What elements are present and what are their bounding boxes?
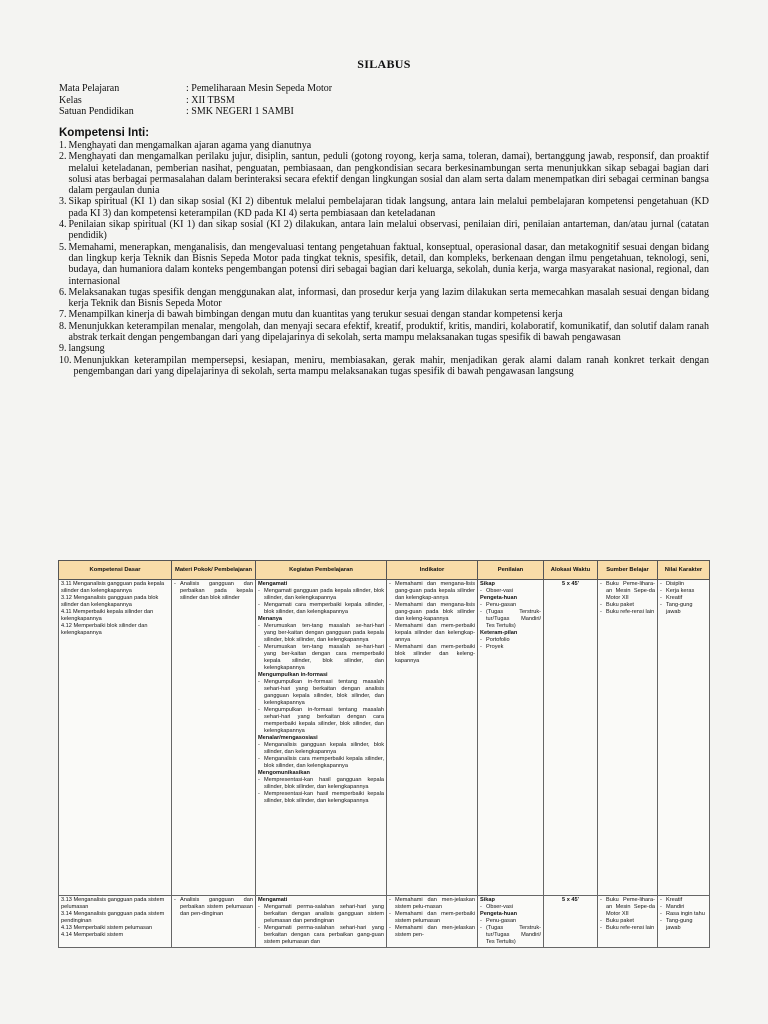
meta-row-subject xyxy=(59,83,332,95)
cell-text: Buku Peme-lihara-an Mesin Sepe-da Motor XII xyxy=(606,581,655,601)
meta-value: : SMK NEGERI 1 SAMBI xyxy=(186,106,294,117)
ki-item xyxy=(59,219,709,242)
section-heading: Keteram-pilan xyxy=(480,630,518,636)
list-marker: - xyxy=(660,595,662,601)
cell-text: Tang-gung jawab xyxy=(666,602,693,615)
list-marker: - xyxy=(258,644,260,650)
list-marker: - xyxy=(389,581,391,587)
cell-text: Proyek xyxy=(486,644,504,650)
list-marker: - xyxy=(389,911,391,917)
cell-list-item xyxy=(258,588,384,602)
ki-item xyxy=(59,343,709,354)
header-kegiatan-pembelajaran: Kegiatan Pembelajaran xyxy=(256,561,387,580)
cell-list-item xyxy=(660,918,707,932)
ki-item xyxy=(59,242,709,287)
list-marker: - xyxy=(258,623,260,629)
cell-text: Memahami dan mem-perbaiki kepala silinder dan kelengkap-annya xyxy=(395,623,475,643)
table-cell xyxy=(387,580,478,896)
cell-list-item xyxy=(258,756,384,770)
table-cell xyxy=(172,896,256,948)
ki-text: Sikap spiritual (KI 1) dan sikap sosial (KI 2) dibentuk melalui pembelajaran tidak langsung, antara lain melalui pembelajaran kompetensi pengetahuan (KD pada KI 3) dan kompetensi keterampilan (KD pada KI 4) serta pembiasaan dan keteladanan xyxy=(68,196,709,219)
header-indikator: Indikator xyxy=(387,561,478,580)
list-marker: - xyxy=(600,925,602,931)
cell-list-item xyxy=(258,777,384,791)
cell-list-item xyxy=(258,791,384,805)
cell-text: Rasa ingin tahu xyxy=(666,911,705,917)
list-marker: - xyxy=(389,897,391,903)
ki-text: langsung xyxy=(68,343,105,355)
kd-item: 4.12 Memperbaiki blok silinder dan kelengkapannya xyxy=(61,623,148,636)
cell-list-item xyxy=(480,588,541,595)
table-row xyxy=(59,896,710,948)
cell-text: Memahami dan mem-perbaiki sistem pelumasan xyxy=(395,911,475,924)
cell-text: Kreatif xyxy=(666,595,683,601)
cell-text: Mengamati perma-salahan sehari-hari yang berkaitan dengan analisis gangguan sistem pelumasan dan pendinginan xyxy=(264,904,384,924)
table-cell xyxy=(658,896,710,948)
kd-item: 4.11 Memperbaiki kepala silinder dan kelengkapannya xyxy=(61,609,154,622)
syllabus-meta xyxy=(59,83,332,118)
list-marker: - xyxy=(480,609,482,615)
meta-label: Kelas xyxy=(59,94,82,106)
document-title: SILABUS xyxy=(357,57,411,71)
list-marker: - xyxy=(174,897,176,903)
section-heading: Menalar/mengasosiasi xyxy=(258,735,318,741)
ki-text: Memahami, menerapkan, menganalisis, dan mengevaluasi tentang pengetahuan faktual, konseptual, operasional dasar, dan metakognitif sesuai dengan bidang dan lingkup kerja Teknik dan Bisnis Sepeda Motor pada tingkat teknis, spesifik, detail, dan kompleks, berkenaan dengan ilmu pengetahuan, teknologi, seni, budaya, dan humaniora dalam konteks pengembangan potensi diri sebagai bagian dari keluarga, sekolah, dunia kerja, warga masyarakat nasional, regional, dan internasional xyxy=(68,241,709,287)
cell-list-item xyxy=(480,644,541,651)
section-heading: Sikap xyxy=(480,581,495,587)
ki-item xyxy=(59,151,709,196)
meta-value: : XII TBSM xyxy=(186,94,235,106)
list-marker: - xyxy=(660,897,662,903)
list-marker: - xyxy=(258,679,260,685)
cell-text: Kerja keras xyxy=(666,588,695,594)
cell-list-item xyxy=(258,904,384,925)
ki-number: 1. xyxy=(59,140,67,151)
alokasi-waktu: 5 x 45' xyxy=(562,581,579,587)
header-materi-pokok: Materi Pokok/ Pembelajaran xyxy=(172,561,256,580)
meta-value: : Pemeliharaan Mesin Sepeda Motor xyxy=(186,83,333,94)
header-alokasi-waktu: Alokasi Waktu xyxy=(544,561,598,580)
cell-text: Disiplin xyxy=(666,581,685,587)
cell-list-item xyxy=(660,897,707,904)
cell-list-item xyxy=(389,925,475,939)
cell-text: Buku Peme-lihara-an Mesin Sepe-da Motor XII xyxy=(606,897,655,917)
cell-list-item xyxy=(600,918,655,925)
cell-text: Obser-vasi xyxy=(486,588,514,594)
cell-text: Tang-gung jawab xyxy=(666,918,693,931)
header-nilai-karakter: Nilai Karakter xyxy=(658,561,710,580)
cell-list-item xyxy=(389,623,475,644)
ki-text: Menunjukkan keterampilan menalar, mengolah, dan menyaji secara efektif, kreatif, produktif, kritis, mandiri, kolaboratif, komunikatif, dan solutif dalam ranah abstrak terkait dengan pengembangan dari yang dipelajarinya di sekolah, serta mampu melaksanakan tugas spesifik di bawah pengawasan xyxy=(68,320,709,344)
table-header-row xyxy=(59,561,710,580)
cell-list-item xyxy=(258,925,384,946)
cell-list-item xyxy=(480,904,541,911)
cell-text: Buku paket xyxy=(606,918,634,924)
list-marker: - xyxy=(258,756,260,762)
meta-label: Satuan Pendidikan xyxy=(59,106,134,117)
cell-list-item xyxy=(174,897,253,918)
list-marker: - xyxy=(480,918,482,924)
cell-list-item xyxy=(660,904,707,911)
cell-text: Menganalisis gangguan kepala silinder, blok silinder, dan kelengkapannya xyxy=(264,742,384,755)
cell-text: Mengamati perma-salahan sehari-hari yang berkaitan dengan cara perbaikan gang-guan sistem pelumasan dan xyxy=(264,925,384,945)
ki-number: 6. xyxy=(59,286,67,298)
meta-row-class xyxy=(59,95,332,107)
ki-text: Menghayati dan mengamalkan perilaku jujur, disiplin, santun, peduli (gotong royong, kerja sama, toleran, damai), bertanggung jawab, responsif, dan proaktif melalui keteladanan, pemberian nasihat, penguatan, pembiasaan, dan pengkondisian secara berkesinambungan serta menunjukkan sikap sebagai bagian dari solusi atas berbagai permasalahan dalam berinteraksi secara efektif dengan lingkungan sosial dan alam serta dalam menempatkan diri sebagai cerminan bangsa dalam pergaulan dunia xyxy=(68,151,709,197)
ki-item xyxy=(59,355,709,378)
cell-list-item xyxy=(258,679,384,707)
section-heading: Sikap xyxy=(480,897,495,903)
kd-item: 3.13 Menganalisis gangguan pada sistem pelumasan xyxy=(61,897,165,910)
list-marker: - xyxy=(660,904,662,910)
cell-list-item xyxy=(174,581,253,602)
cell-text: (Tugas Terstruk-tur/Tugas Mandiri/ Tes Tertulis) xyxy=(486,609,541,629)
cell-list-item xyxy=(389,911,475,925)
cell-text: Mempresentasi-kan hasil gangguan kepala silinder, blok silinder, dan kelengkapannya xyxy=(264,777,384,790)
cell-text: Memahami dan men-jelaskan sistem pelu-masan xyxy=(395,897,475,910)
cell-text: Mandiri xyxy=(666,904,685,910)
section-heading: Pengeta-huan xyxy=(480,595,517,601)
syllabus-table xyxy=(58,560,710,948)
list-marker: - xyxy=(600,602,602,608)
table-cell xyxy=(598,580,658,896)
cell-text: Buku refe-rensi lain xyxy=(606,925,655,931)
cell-text: Memahami dan mem-perbaiki blok silinder dan keleng-kapannya xyxy=(395,644,475,664)
list-marker: - xyxy=(258,791,260,797)
cell-list-item xyxy=(660,581,707,588)
header-kompetensi-dasar: Kompetensi Dasar xyxy=(59,561,172,580)
list-marker: - xyxy=(660,602,662,608)
cell-list-item xyxy=(480,925,541,946)
ki-item xyxy=(59,287,709,310)
table-row xyxy=(59,580,710,896)
table-cell xyxy=(658,580,710,896)
cell-list-item xyxy=(258,742,384,756)
cell-text: Memahami dan mengana-lisis gang-guan pada blok silinder dan keleng-kapannya xyxy=(395,602,475,622)
cell-list-item xyxy=(480,602,541,609)
cell-text: Mengamati gangguan pada kepala silinder, blok silinder, dan kelengkapannya xyxy=(264,588,384,601)
cell-list-item xyxy=(480,609,541,630)
list-marker: - xyxy=(660,911,662,917)
ki-number: 3. xyxy=(59,196,67,208)
cell-list-item xyxy=(660,911,707,918)
cell-text: Buku paket xyxy=(606,602,634,608)
list-marker: - xyxy=(480,602,482,608)
cell-list-item xyxy=(258,602,384,616)
header-penilaian: Penilaian xyxy=(478,561,544,580)
cell-text: Mengamati cara memperbaiki kepala silinder, blok silinder, dan kelengkapannya xyxy=(264,602,384,615)
cell-text: Mengumpulkan in-formasi tentang masalah sehari-hari yang berkaitan dengan cara memperbaiki kepala silinder, blok silinder, dan kelengkapannya xyxy=(264,707,384,734)
list-marker: - xyxy=(480,644,482,650)
list-marker: - xyxy=(600,918,602,924)
ki-item xyxy=(59,196,709,219)
ki-text: Penilaian sikap spiritual (KI 1) dan sikap sosial (KI 2) dilakukan, antara lain melalui observasi, penilaian diri, penilaian antarteman, dan/atau jurnal (catatan pendidik) xyxy=(68,219,709,242)
kd-item: 3.14 Menganalisis gangguan pada sistem pendinginan xyxy=(61,911,165,924)
ki-item xyxy=(59,309,709,320)
cell-text: Memahami dan mengana-lisis gang-guan pada kepala silinder dan kelengkap-annya xyxy=(395,581,475,601)
list-marker: - xyxy=(258,742,260,748)
cell-text: Penu-gasan xyxy=(486,918,517,924)
kd-item: 4.13 Memperbaiki sistem pelumasan xyxy=(61,925,153,931)
table-cell xyxy=(478,580,544,896)
cell-list-item xyxy=(600,602,655,609)
cell-text: Penu-gasan xyxy=(486,602,517,608)
table-cell xyxy=(544,580,598,896)
ki-text: Menghayati dan mengamalkan ajaran agama yang dianutnya xyxy=(68,140,312,151)
ki-text: Melaksanakan tugas spesifik dengan menggunakan alat, informasi, dan prosedur kerja yang lazim dilakukan serta memecahkan masalah sesuai dengan bidang kerja Teknik dan Bisnis Sepeda Motor xyxy=(68,286,709,310)
cell-text: Mengumpulkan in-formasi tentang masalah sehari-hari yang berkaitan dengan analisis gangguan kepala silinder, blok silinder, dan kelengkapannya xyxy=(264,679,384,706)
list-marker: - xyxy=(480,588,482,594)
alokasi-waktu: 5 x 45' xyxy=(562,897,579,903)
section-heading: Mengamati xyxy=(258,581,288,587)
table-cell xyxy=(387,896,478,948)
cell-text: Kreatif xyxy=(666,897,683,903)
cell-text: (Tugas Terstruk-tur/Tugas Mandiri/ Tes Tertulis) xyxy=(486,925,541,945)
cell-text: Memahami dan men-jelaskan sistem pen- xyxy=(395,925,475,938)
list-marker: - xyxy=(660,588,662,594)
ki-number: 2. xyxy=(59,151,67,163)
table-cell xyxy=(59,896,172,948)
cell-text: Obser-vasi xyxy=(486,904,514,910)
cell-list-item xyxy=(258,644,384,672)
meta-row-school xyxy=(59,106,332,118)
list-marker: - xyxy=(258,707,260,713)
cell-text: Menganalisis cara memperbaiki kepala silinder, blok silinder, dan kelengkapannya xyxy=(264,756,384,769)
ki-number: 4. xyxy=(59,219,67,231)
core-competency-heading: Kompetensi Inti: xyxy=(59,127,150,139)
ki-text: Menampilkan kinerja di bawah bimbingan dengan mutu dan kuantitas yang terukur sesuai dengan standar kompetensi kerja xyxy=(68,309,563,321)
table-cell xyxy=(256,580,387,896)
cell-list-item xyxy=(389,644,475,665)
kd-item: 3.12 Menganalisis gangguan pada blok silinder dan kelengkapannya xyxy=(61,595,159,608)
cell-list-item xyxy=(480,637,541,644)
section-heading: Mengumpulkan in-formasi xyxy=(258,672,328,678)
list-marker: - xyxy=(258,602,260,608)
ki-number: 8. xyxy=(59,320,67,332)
cell-list-item xyxy=(660,602,707,616)
table-cell xyxy=(598,896,658,948)
cell-text: Analisis gangguan dan perbaikan sistem pelumasan dan pen-dinginan xyxy=(180,897,253,917)
cell-list-item xyxy=(480,918,541,925)
list-marker: - xyxy=(480,925,482,931)
list-marker: - xyxy=(258,925,260,931)
cell-list-item xyxy=(600,897,655,918)
cell-text: Mempresentasi-kan hasil memperbaiki kepala silinder, blok silinder, dan kelengkapannya xyxy=(264,791,384,804)
meta-label: Mata Pelajaran xyxy=(59,83,120,94)
ki-text: Menunjukkan keterampilan mempersepsi, kesiapan, meniru, membiasakan, gerak mahir, menjadikan gerak alami dalam ranah konkret terkait dengan pengembangan dari yang dipelajarinya di sekolah, serta mampu melaksanakan tugas spesifik di bawah pengawasan langsung xyxy=(73,354,709,377)
cell-list-item xyxy=(660,595,707,602)
section-heading: Mengomunikasikan xyxy=(258,770,310,776)
ki-item xyxy=(59,321,709,344)
list-marker: - xyxy=(258,904,260,910)
list-marker: - xyxy=(389,925,391,931)
cell-list-item xyxy=(389,602,475,623)
table-cell xyxy=(478,896,544,948)
section-heading: Menanya xyxy=(258,616,282,622)
table-cell xyxy=(172,580,256,896)
cell-list-item xyxy=(660,588,707,595)
cell-list-item xyxy=(600,581,655,602)
cell-text: Analisis gangguan dan perbaikan pada kepala silinder dan blok silinder xyxy=(180,581,253,601)
kd-item: 4.14 Memperbaiki sistem xyxy=(61,932,124,938)
list-marker: - xyxy=(660,581,662,587)
list-marker: - xyxy=(600,609,602,615)
cell-list-item xyxy=(258,623,384,644)
list-marker: - xyxy=(480,904,482,910)
core-competency-list xyxy=(59,140,709,377)
list-marker: - xyxy=(660,918,662,924)
cell-text: Merumuskan ten-tang masalah se-hari-hari yang ber-kaitan dengan cara memperbaiki kepala silinder, blok silinder, dan kelengkapannya xyxy=(264,644,384,671)
cell-text: Buku refe-rensi lain xyxy=(606,609,655,615)
table-cell xyxy=(59,580,172,896)
list-marker: - xyxy=(258,777,260,783)
cell-list-item xyxy=(389,897,475,911)
list-marker: - xyxy=(258,588,260,594)
cell-text: Merumuskan ten-tang masalah se-hari-hari yang ber-kaitan dengan gangguan pada kepala silinder, blok silinder, dan kelengkapannya xyxy=(264,623,384,643)
list-marker: - xyxy=(600,897,602,903)
header-sumber-belajar: Sumber Belajar xyxy=(598,561,658,580)
cell-text: Portofolio xyxy=(486,637,510,643)
cell-list-item xyxy=(389,581,475,602)
list-marker: - xyxy=(600,581,602,587)
cell-list-item xyxy=(600,925,655,932)
list-marker: - xyxy=(389,602,391,608)
section-heading: Pengeta-huan xyxy=(480,911,517,917)
ki-item xyxy=(59,140,709,151)
table-cell xyxy=(256,896,387,948)
ki-number: 5. xyxy=(59,241,67,253)
ki-number: 7. xyxy=(59,309,67,321)
table-cell xyxy=(544,896,598,948)
list-marker: - xyxy=(389,644,391,650)
ki-number: 9. xyxy=(59,343,67,355)
list-marker: - xyxy=(174,581,176,587)
list-marker: - xyxy=(389,623,391,629)
kd-item: 3.11 Menganalisis gangguan pada kepala silinder dan kelengkapannya xyxy=(61,581,165,594)
cell-list-item xyxy=(600,609,655,616)
ki-number: 10. xyxy=(59,354,72,366)
list-marker: - xyxy=(480,637,482,643)
section-heading: Mengamati xyxy=(258,897,288,903)
cell-list-item xyxy=(258,707,384,735)
